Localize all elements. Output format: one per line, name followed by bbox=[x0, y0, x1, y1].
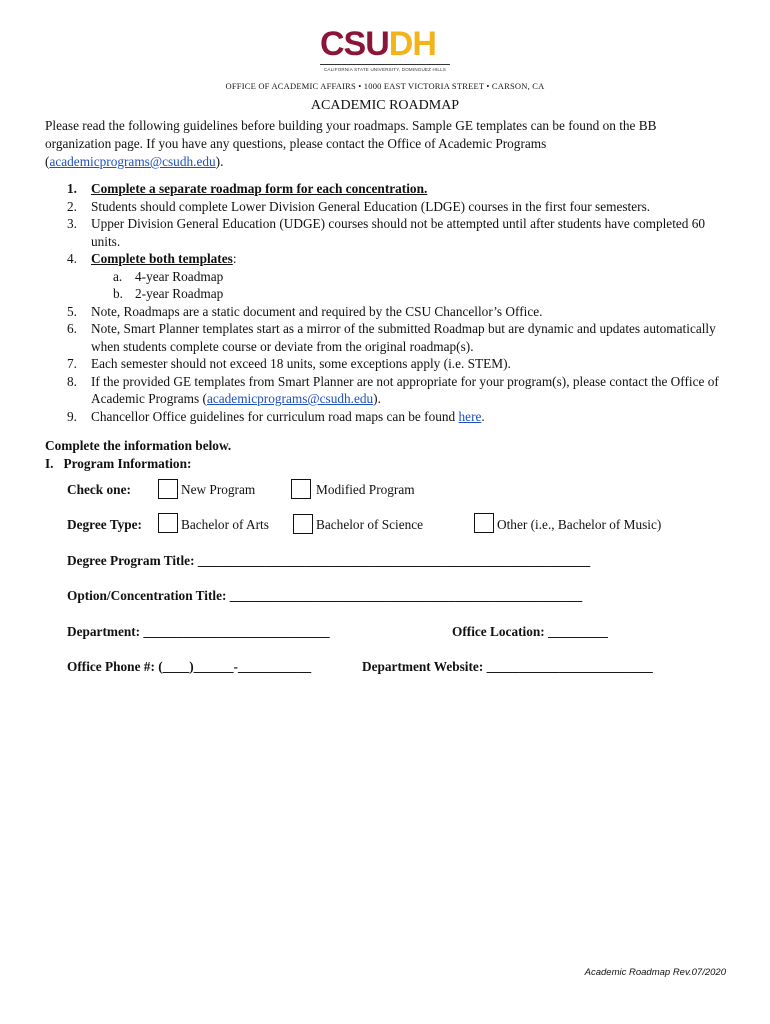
subitem-text: 2-year Roadmap bbox=[135, 286, 224, 301]
guideline-number: 5. bbox=[67, 303, 77, 319]
guideline-number: 8. bbox=[67, 373, 77, 389]
guideline-text: Note, Smart Planner templates start as a mirror of the submitted Roadmap but are dynamic and updates automatically when students complete course or deviate from the original roadmap(s). bbox=[91, 321, 716, 354]
guideline-item-9 bbox=[45, 408, 735, 426]
guideline-item-5 bbox=[45, 303, 735, 321]
bachelor-arts-checkbox[interactable] bbox=[158, 513, 178, 533]
office-address-line: OFFICE OF ACADEMIC AFFAIRS • 1000 EAST VICTORIA STREET • CARSON, CA bbox=[225, 81, 545, 91]
guideline-text: Complete a separate roadmap form for each concentration. bbox=[91, 181, 428, 196]
guideline-number: 9. bbox=[67, 408, 77, 424]
bachelor-science-label: Bachelor of Science bbox=[316, 517, 424, 532]
logo-subtitle: CALIFORNIA STATE UNIVERSITY, DOMINGUEZ HILLS bbox=[323, 67, 447, 72]
guideline-number: 6. bbox=[67, 321, 77, 336]
guideline-item-8 bbox=[45, 373, 735, 408]
logo-rule bbox=[320, 64, 450, 65]
guideline-number: 2. bbox=[67, 198, 77, 214]
guideline-subitem-b bbox=[91, 285, 735, 303]
guideline-text-end: ). bbox=[373, 391, 381, 406]
guideline-text: Chancellor Office guidelines for curriculum road maps can be found bbox=[91, 408, 459, 424]
department-field[interactable]: Department: ____________________________ bbox=[67, 624, 330, 639]
guideline-number: 4. bbox=[67, 251, 77, 266]
department-website-field[interactable]: Department Website: _________________________ bbox=[362, 659, 653, 674]
new-program-label: New Program bbox=[181, 482, 256, 497]
guideline-item-6 bbox=[45, 320, 735, 355]
guideline-number: 3. bbox=[67, 216, 77, 231]
guidelines-here-link[interactable]: here bbox=[458, 408, 482, 424]
office-location-field[interactable]: Office Location: _________ bbox=[452, 624, 608, 639]
csudh-logo bbox=[320, 25, 452, 76]
guideline-item-2 bbox=[45, 198, 735, 216]
intro-text: Please read the following guidelines before building your roadmaps. Sample GE templates can be found on the BB organization page. If you have any questions, please contact the Office of Academic Programs ( bbox=[45, 118, 657, 169]
subitem-text: 4-year Roadmap bbox=[135, 268, 224, 284]
section-title: Program Information: bbox=[63, 456, 192, 471]
guideline-text: Each semester should not exceed 18 units, some exceptions apply (i.e. STEM). bbox=[91, 356, 511, 371]
guideline-text-end: . bbox=[481, 408, 485, 424]
guideline-item-1 bbox=[45, 180, 735, 198]
revision-footer: Academic Roadmap Rev.07/2020 bbox=[584, 967, 726, 978]
new-program-checkbox[interactable] bbox=[158, 479, 178, 499]
section-number: I. bbox=[45, 456, 54, 471]
intro-email-link[interactable]: academicprograms@csudh.edu bbox=[49, 154, 216, 169]
logo-text-dh: DH bbox=[388, 25, 436, 63]
guideline-text: Students should complete Lower Division General Education (LDGE) courses in the first four semesters. bbox=[91, 198, 651, 214]
program-info-heading bbox=[45, 456, 191, 472]
guideline-item-3 bbox=[45, 215, 735, 250]
check-one-label: Check one: bbox=[67, 482, 131, 497]
guideline-subitem-a bbox=[91, 268, 735, 286]
guideline-text: Note, Roadmaps are a static document and required by the CSU Chancellor’s Office. bbox=[91, 303, 543, 319]
bachelor-science-checkbox[interactable] bbox=[293, 514, 313, 534]
guideline-email-link[interactable]: academicprograms@csudh.edu bbox=[206, 391, 374, 406]
guideline-text: Complete both templates bbox=[91, 251, 233, 266]
modified-program-label: Modified Program bbox=[316, 482, 415, 497]
modified-program-checkbox[interactable] bbox=[291, 479, 311, 499]
bachelor-arts-label: Bachelor of Arts bbox=[181, 517, 269, 532]
guideline-sublist bbox=[91, 268, 735, 303]
guideline-number: 7. bbox=[67, 356, 77, 371]
intro-paragraph bbox=[45, 117, 725, 171]
logo-wordmark bbox=[320, 24, 436, 64]
complete-info-heading: Complete the information below. bbox=[45, 438, 232, 453]
guideline-text: If the provided GE templates from Smart Planner are not appropriate for your program(s), please contact the Office of Academic Programs ( bbox=[91, 373, 719, 406]
degree-program-title-field[interactable]: Degree Program Title: ___________________________________________________________ bbox=[67, 553, 591, 568]
guideline-item-4 bbox=[45, 250, 735, 303]
subitem-letter: b. bbox=[113, 286, 123, 301]
subitem-letter: a. bbox=[113, 268, 123, 284]
guideline-text: Upper Division General Education (UDGE) courses should not be attempted until after students have completed 60 units. bbox=[91, 216, 706, 249]
guideline-suffix: : bbox=[232, 251, 237, 266]
office-phone-field[interactable]: Office Phone #: (____)______-___________ bbox=[67, 659, 312, 674]
degree-type-label: Degree Type: bbox=[67, 517, 142, 532]
guideline-number: 1. bbox=[67, 181, 77, 196]
other-degree-label: Other (i.e., Bachelor of Music) bbox=[497, 517, 662, 532]
option-concentration-title-field[interactable]: Option/Concentration Title: _____________________________________________________ bbox=[67, 588, 583, 603]
other-degree-checkbox[interactable] bbox=[474, 513, 494, 533]
intro-text-end: ). bbox=[215, 154, 224, 169]
page-title: ACADEMIC ROADMAP bbox=[310, 98, 460, 113]
guidelines-list bbox=[45, 180, 735, 425]
guideline-item-7 bbox=[45, 355, 735, 373]
logo-text-csu: CSU bbox=[320, 25, 389, 63]
